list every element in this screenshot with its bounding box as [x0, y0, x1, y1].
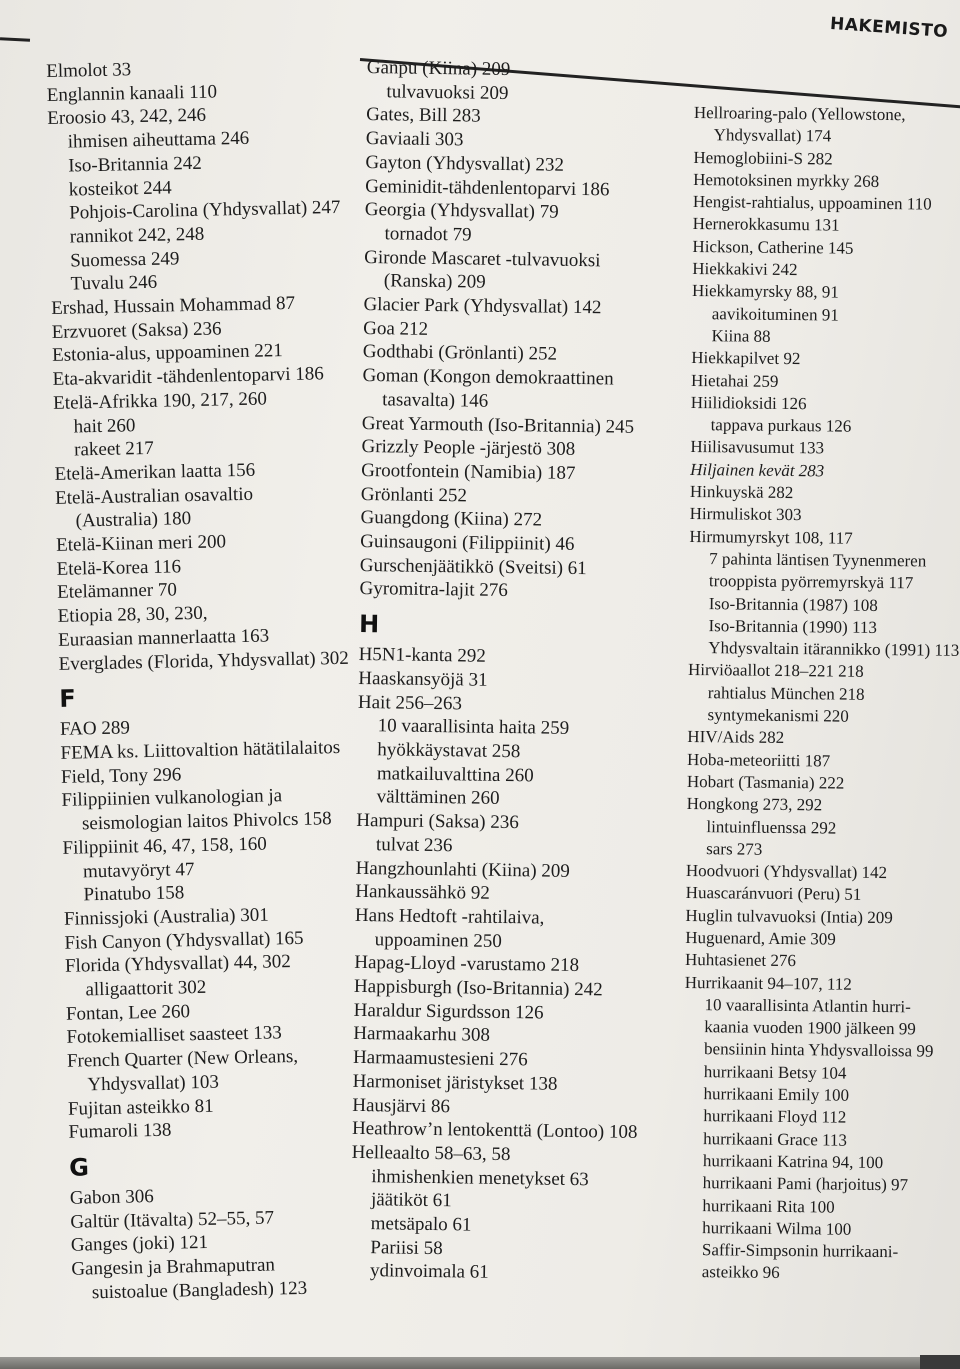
index-subentry: hurrikaani Katrina 94, 100 — [702, 1151, 884, 1172]
index-entry: FAO 289 — [59, 717, 131, 741]
index-subentry: hurrikaani Floyd 112 — [703, 1106, 847, 1128]
section-letter: H — [358, 610, 380, 639]
index-subentry: alligaattorit 302 — [85, 976, 207, 1001]
index-subentry: Iso-Britannia 242 — [68, 152, 202, 177]
index-subentry: Iso-Britannia (1987) 108 — [708, 593, 878, 615]
index-subentry: syntymekanismi 220 — [707, 705, 849, 726]
index-entry: Gyromitra-lajit 276 — [359, 578, 508, 602]
index-entry: Georgia (Yhdysvallat) 79 — [364, 199, 559, 223]
index-entry: Fumaroli 138 — [68, 1119, 172, 1143]
index-subentry: Pohjois-Carolina (Yhdysvallat) 247 — [68, 197, 341, 224]
index-entry: Hiilidioksidi 126 — [690, 392, 807, 414]
index-entry: Hoodvuori (Yhdysvallat) 142 — [685, 861, 888, 883]
index-subentry: Suomessa 249 — [69, 247, 180, 272]
index-entry: Goman (Kongon demokraattinen — [362, 365, 614, 390]
index-entry: Hampuri (Saksa) 236 — [356, 810, 519, 834]
index-subentry: Saffir-Simpsonin hurrikaani- — [701, 1240, 899, 1262]
index-subentry: bensiinin hinta Yhdysvalloissa 99 — [703, 1039, 934, 1062]
index-entry: Hemoglobiini-S 282 — [693, 147, 833, 169]
index-subentry: Iso-Britannia (1990) 113 — [708, 616, 877, 637]
index-subentry: seismologian laitos Phivolcs 158 — [81, 808, 332, 835]
index-subentry: rakeet 217 — [73, 438, 155, 461]
index-entry: Hankaussähkö 92 — [355, 881, 491, 904]
index-entry: Hausjärvi 86 — [352, 1094, 451, 1117]
index-subentry: rahtialus München 218 — [707, 682, 865, 704]
index-subentry: aavikoituminen 91 — [711, 303, 839, 325]
index-entry: Englannin kanaali 110 — [46, 81, 218, 106]
index-entry: Haaskansyöjä 31 — [358, 667, 488, 691]
index-entry: Etelä-Kiinan meri 200 — [55, 531, 227, 556]
index-entry: Huhtasienet 276 — [684, 950, 797, 971]
index-entry: Hirviöaallot 218–221 218 — [687, 660, 864, 682]
index-entry: French Quarter (New Orleans, — [66, 1046, 299, 1072]
index-entry: Godthabi (Grönlanti) 252 — [362, 341, 558, 366]
index-entry: Hiekkakivi 242 — [692, 259, 798, 280]
index-entry: Ershad, Hussain Mohammad 87 — [50, 292, 296, 319]
index-subentry: ihmisen aiheuttama 246 — [67, 127, 250, 153]
index-subentry: asteikko 96 — [701, 1262, 780, 1283]
index-subentry: rannikot 242, 248 — [69, 223, 205, 248]
index-entry: Hiilisavusumut 133 — [690, 437, 825, 458]
index-entry: Helleaalto 58–63, 58 — [351, 1141, 511, 1166]
index-entry: Hiljainen kevät 283 — [690, 459, 825, 481]
index-subentry: hurrikaani Rita 100 — [702, 1195, 835, 1217]
index-entry: Guangdong (Kiina) 272 — [360, 507, 543, 531]
index-entry: Hapag-Lloyd -varustamo 218 — [354, 952, 580, 977]
index-entry: Gangesin ja Brahmaputran — [71, 1254, 276, 1280]
section-letter: G — [68, 1153, 90, 1182]
index-subentry: Pinatubo 158 — [83, 882, 185, 906]
index-entry: Hobart (Tasmania) 222 — [686, 771, 845, 793]
index-subentry: matkailuvalttina 260 — [376, 762, 534, 787]
index-entry: Huguenard, Amie 309 — [685, 927, 836, 949]
index-entry: Finnissjoki (Australia) 301 — [63, 904, 269, 930]
index-subentry: mutavyöryt 47 — [82, 858, 195, 882]
index-entry: HIV/Aids 282 — [687, 727, 785, 748]
index-subentry: trooppista pyörremyrskyä 117 — [708, 571, 914, 593]
index-entry: Etiopia 28, 30, 230, — [57, 602, 208, 628]
index-entry: Euraasian mannerlaatta 163 — [57, 625, 270, 651]
index-entry: H5N1-kanta 292 — [358, 644, 486, 667]
index-entry: Grönlanti 252 — [360, 483, 468, 507]
index-entry: Etelä-Korea 116 — [56, 556, 182, 580]
index-subentry: metsäpalo 61 — [370, 1213, 472, 1236]
index-subentry: 10 vaarallisinta Atlantin hurri- — [704, 995, 911, 1017]
index-entry: Gates, Bill 283 — [366, 104, 481, 127]
index-entry: Harmaamustesieni 276 — [352, 1047, 528, 1071]
index-entry: Goa 212 — [363, 317, 429, 340]
index-entry: Estonia-alus, uppoaminen 221 — [51, 340, 283, 367]
index-subentry: 10 vaarallisinta haita 259 — [377, 715, 570, 740]
index-entry: FEMA ks. Liittovaltion hätätilalaitos — [60, 736, 341, 764]
index-entry: Hans Hedtoft -rahtilaiva, — [354, 904, 545, 929]
index-entry: Heathrow’n lentokenttä (Lontoo) 108 — [351, 1118, 638, 1144]
index-entry: Galtür (Itävalta) 52–55, 57 — [70, 1207, 275, 1233]
index-entry: Gaviaali 303 — [365, 128, 464, 151]
index-entry: Filippiinien vulkanologian ja — [61, 785, 283, 812]
page-bottom-edge — [0, 1357, 960, 1369]
index-entry: Hinkuyskä 282 — [689, 482, 794, 503]
index-entry: Hellroaring-palo (Yellowstone, — [693, 102, 906, 125]
index-entry: Elmolot 33 — [46, 59, 132, 82]
index-subentry: kosteikot 244 — [68, 176, 172, 201]
index-entry: Grizzly People -järjestö 308 — [361, 436, 576, 461]
index-subentry: tulvat 236 — [375, 834, 453, 857]
index-entry: Hoba-meteoriitti 187 — [687, 749, 831, 771]
index-subentry: hait 260 — [73, 414, 136, 438]
index-entry: Guinsaugoni (Filippiinit) 46 — [360, 531, 575, 556]
index-subentry: Yhdysvaltain itärannikko (1991) 113 — [708, 638, 960, 660]
index-entry: Hirmumyrskyt 108, 117 — [689, 526, 853, 548]
section-letter: F — [59, 684, 77, 714]
index-subentry: tasavalta) 146 — [382, 389, 489, 412]
index-entry: Harmaakarhu 308 — [353, 1023, 491, 1047]
index-subentry: jäätiköt 61 — [370, 1189, 452, 1212]
index-entry: Etelä-Australian osavaltio — [54, 483, 254, 509]
index-entry: Erzvuoret (Saksa) 236 — [51, 318, 222, 343]
index-entry: Hengist-rahtialus, uppoaminen 110 — [692, 192, 932, 214]
index-subentry: välttäminen 260 — [376, 786, 500, 810]
index-subentry: ihmishenkien menetykset 63 — [371, 1165, 589, 1190]
index-entry: Hemotoksinen myrkky 268 — [693, 169, 880, 191]
index-entry: Hietahai 259 — [690, 370, 779, 391]
index-entry: Florida (Yhdysvallat) 44, 302 — [64, 951, 292, 978]
index-entry: Filippiinit 46, 47, 158, 160 — [62, 833, 267, 859]
left-page-rule — [0, 37, 30, 42]
index-entry: Hirmuliskot 303 — [689, 504, 802, 525]
index-entry: Ganges (joki) 121 — [70, 1232, 209, 1257]
index-subentry: hurrikaani Emily 100 — [703, 1084, 850, 1105]
index-subentry: (Australia) 180 — [75, 508, 192, 532]
page-header-title: HAKEMISTO — [829, 13, 949, 43]
index-entry: Etelä-Amerikan laatta 156 — [54, 459, 256, 485]
index-subentry: uppoaminen 250 — [374, 928, 502, 952]
index-entry: Gurschenjäätikkö (Sveitsi) 61 — [359, 554, 587, 579]
index-subentry: suistoalue (Bangladesh) 123 — [91, 1277, 308, 1304]
index-subentry: Pariisi 58 — [370, 1236, 443, 1259]
index-entry: Gabon 306 — [69, 1185, 154, 1209]
index-entry: Huglin tulvavuoksi (Intia) 209 — [685, 905, 893, 927]
index-subentry: sars 273 — [706, 838, 763, 859]
index-subentry: hyökkäystavat 258 — [377, 739, 521, 763]
index-subentry: Kiina 88 — [711, 326, 771, 346]
index-subentry: tornadot 79 — [384, 223, 472, 246]
index-subentry: lintuinfluenssa 292 — [706, 816, 837, 838]
index-column-2 — [350, 56, 653, 1287]
index-subentry: hurrikaani Grace 113 — [703, 1128, 848, 1150]
index-entry: Eroosio 43, 242, 246 — [47, 105, 207, 130]
index-column-1 — [46, 54, 363, 1305]
index-entry: Happisburgh (Iso-Britannia) 242 — [353, 975, 603, 1001]
index-entry: Eta-akvaridit -tähdenlentoparvi 186 — [52, 363, 325, 391]
index-subentry: hurrikaani Pami (harjoitus) 97 — [702, 1173, 909, 1195]
index-subentry: Tuvalu 246 — [70, 272, 158, 295]
index-entry: Hongkong 273, 292 — [686, 794, 823, 815]
index-entry: Harmoniset järistykset 138 — [352, 1070, 558, 1095]
index-subentry: Yhdysvallat) 103 — [87, 1071, 220, 1096]
index-entry: Hernerokkasumu 131 — [692, 214, 840, 236]
index-subentry: (Ranska) 209 — [383, 270, 486, 294]
index-entry: Hait 256–263 — [357, 691, 463, 714]
index-subentry: 7 pahinta läntisen Tyynenmeren — [709, 549, 927, 571]
index-entry: Hickson, Catherine 145 — [692, 236, 854, 258]
index-subentry: kaania vuoden 1900 jälkeen 99 — [704, 1017, 916, 1039]
index-entry: Hiekkapilvet 92 — [691, 348, 801, 369]
index-entry: Etelämanner 70 — [56, 579, 178, 604]
index-entry: Hangzhounlahti (Kiina) 209 — [355, 857, 571, 882]
index-column-3 — [682, 102, 960, 1287]
index-subentry: ydinvoimala 61 — [369, 1260, 489, 1284]
index-entry: Geminidit-tähdenlentoparvi 186 — [365, 175, 610, 200]
index-entry: Grootfontein (Namibia) 187 — [361, 459, 576, 484]
index-entry: Field, Tony 296 — [60, 764, 182, 788]
index-subentry: Yhdysvallat) 174 — [713, 125, 832, 146]
index-entry: Ganpu (Kiina) 209 — [366, 56, 511, 81]
index-entry: Huascaránvuori (Peru) 51 — [685, 883, 862, 905]
index-subentry: hurrikaani Wilma 100 — [702, 1217, 852, 1239]
background-corner — [920, 1355, 960, 1369]
index-entry: Fotokemialliset saasteet 133 — [66, 1022, 282, 1049]
index-entry: Gironde Mascaret -tulvavuoksi — [364, 246, 601, 271]
index-entry: Etelä-Afrikka 190, 217, 260 — [52, 388, 268, 414]
index-entry: Hiekkamyrsky 88, 91 — [691, 281, 839, 302]
index-entry: Everglades (Florida, Yhdysvallat) 302 — [58, 647, 350, 675]
index-subentry: tulvavuoksi 209 — [386, 80, 509, 104]
index-entry: Fujitan asteikko 81 — [67, 1095, 214, 1120]
index-subentry: hurrikaani Betsy 104 — [703, 1061, 847, 1083]
index-entry: Great Yarmouth (Iso-Britannia) 245 — [361, 412, 635, 438]
index-entry: Glacier Park (Yhdysvallat) 142 — [363, 294, 602, 319]
index-entry: Fish Canyon (Yhdysvallat) 165 — [64, 927, 304, 954]
index-entry: Gayton (Yhdysvallat) 232 — [365, 151, 565, 176]
index-entry: Fontan, Lee 260 — [65, 1000, 191, 1025]
index-subentry: tappava purkaus 126 — [710, 415, 852, 436]
index-entry: Hurrikaanit 94–107, 112 — [684, 972, 852, 994]
index-entry: Haraldur Sigurdsson 126 — [353, 999, 544, 1024]
